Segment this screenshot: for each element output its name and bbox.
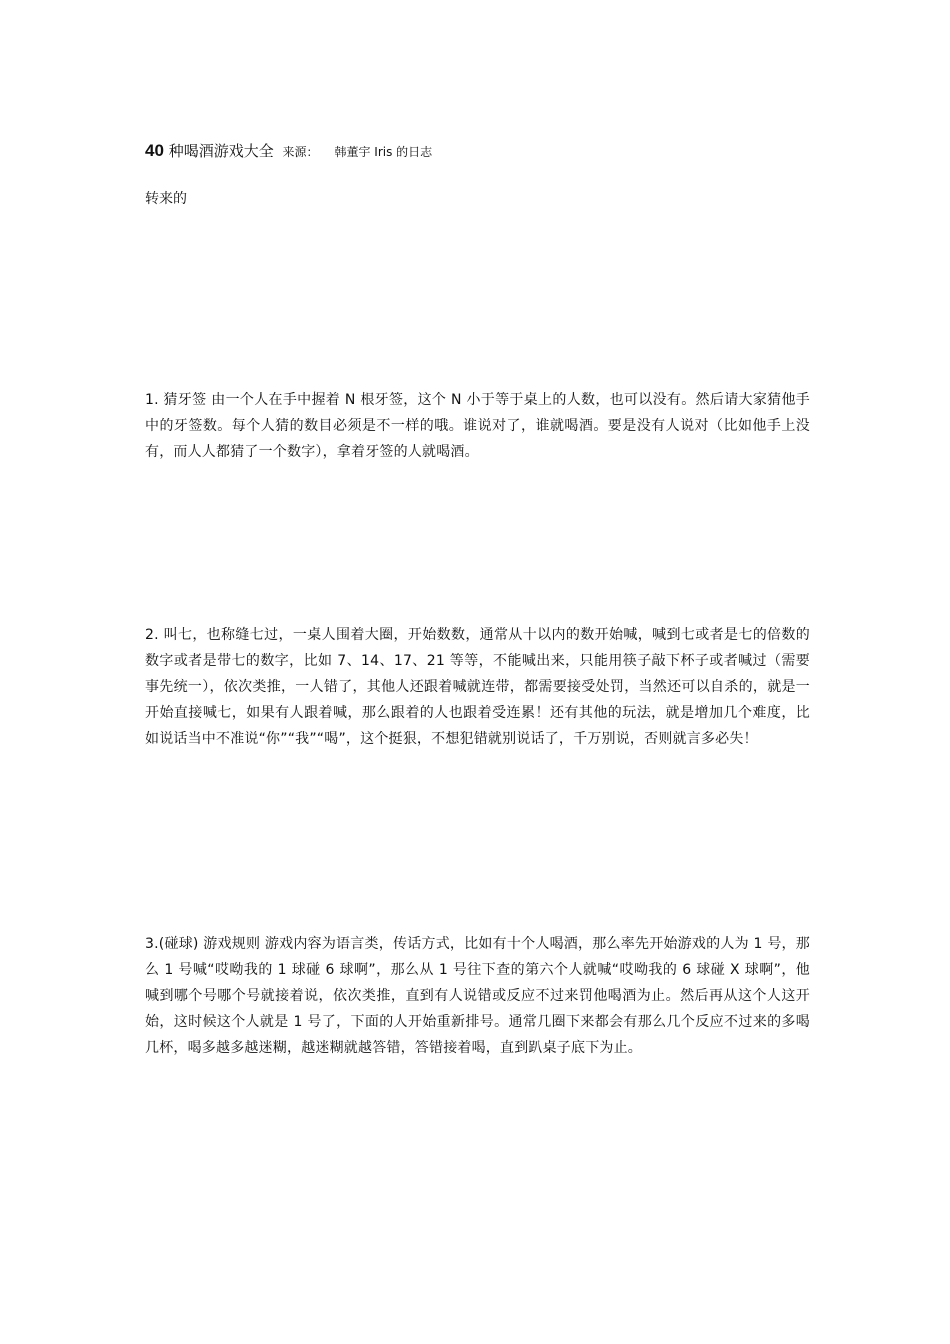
source-label: 来源： bbox=[282, 145, 319, 159]
subtitle: 转来的 bbox=[145, 191, 187, 207]
game-paragraph-1: 1. 猜牙签 由一个人在手中握着 N 根牙签，这个 N 小于等于桌上的人数，也可以没有。然后请大家猜他手中的牙签数。每个人猜的数目必须是不一样的哦。谁说对了，谁就喝酒。要是没有人说对（比如他手上没有，而人人都猜了一个数字），拿着牙签的人就喝酒。 bbox=[145, 392, 810, 460]
title-line bbox=[145, 138, 815, 165]
game-paragraph-2: 2. 叫七，也称缝七过，一桌人围着大圈，开始数数，通常从十以内的数开始喊，喊到七或者是七的倍数的数字或者是带七的数字，比如 7、14、17、21 等等，不能喊出来，只能用筷子敲下杯子或者喊过（需要事先统一），依次类推，一人错了，其他人还跟着喊就连带，都需要接受处罚，当然还可以自杀的，就是一开始直接喊七，如果有人跟着喊，那么跟着的人也跟着受连累！还有其他的玩法，就是增加几个难度，比如说话当中不准说“你”“我”“喝”，这个挺狠，不想犯错就别说话了，千万别说，否则就言多必失！ bbox=[145, 627, 810, 747]
page-title: 种喝酒游戏大全 bbox=[163, 142, 279, 160]
game-paragraph-3: 3.(碰球) 游戏规则 游戏内容为语言类，传话方式，比如有十个人喝酒，那么率先开始游戏的人为 1 号，那么 1 号喊“哎呦我的 1 球碰 6 球啊”，那么从 1 号往下查的第六个人就喊“哎呦我的 6 球碰 X 球啊”，他喊到哪个号哪个号就接着说，依次类推，直到有人说错或反应不过来罚他喝酒为止。然后再从这个人这开始，这时候这个人就是 1 号了，下面的人开始重新排号。通常几圈下来都会有那么几个反应不过来的多喝几杯，喝多越多越迷糊，越迷糊就越答错，答错接着喝，直到趴桌子底下为止。 bbox=[145, 936, 810, 1056]
title-number: 40 bbox=[145, 141, 164, 160]
source-author: 韩董宇 Iris 的日志 bbox=[334, 145, 433, 159]
